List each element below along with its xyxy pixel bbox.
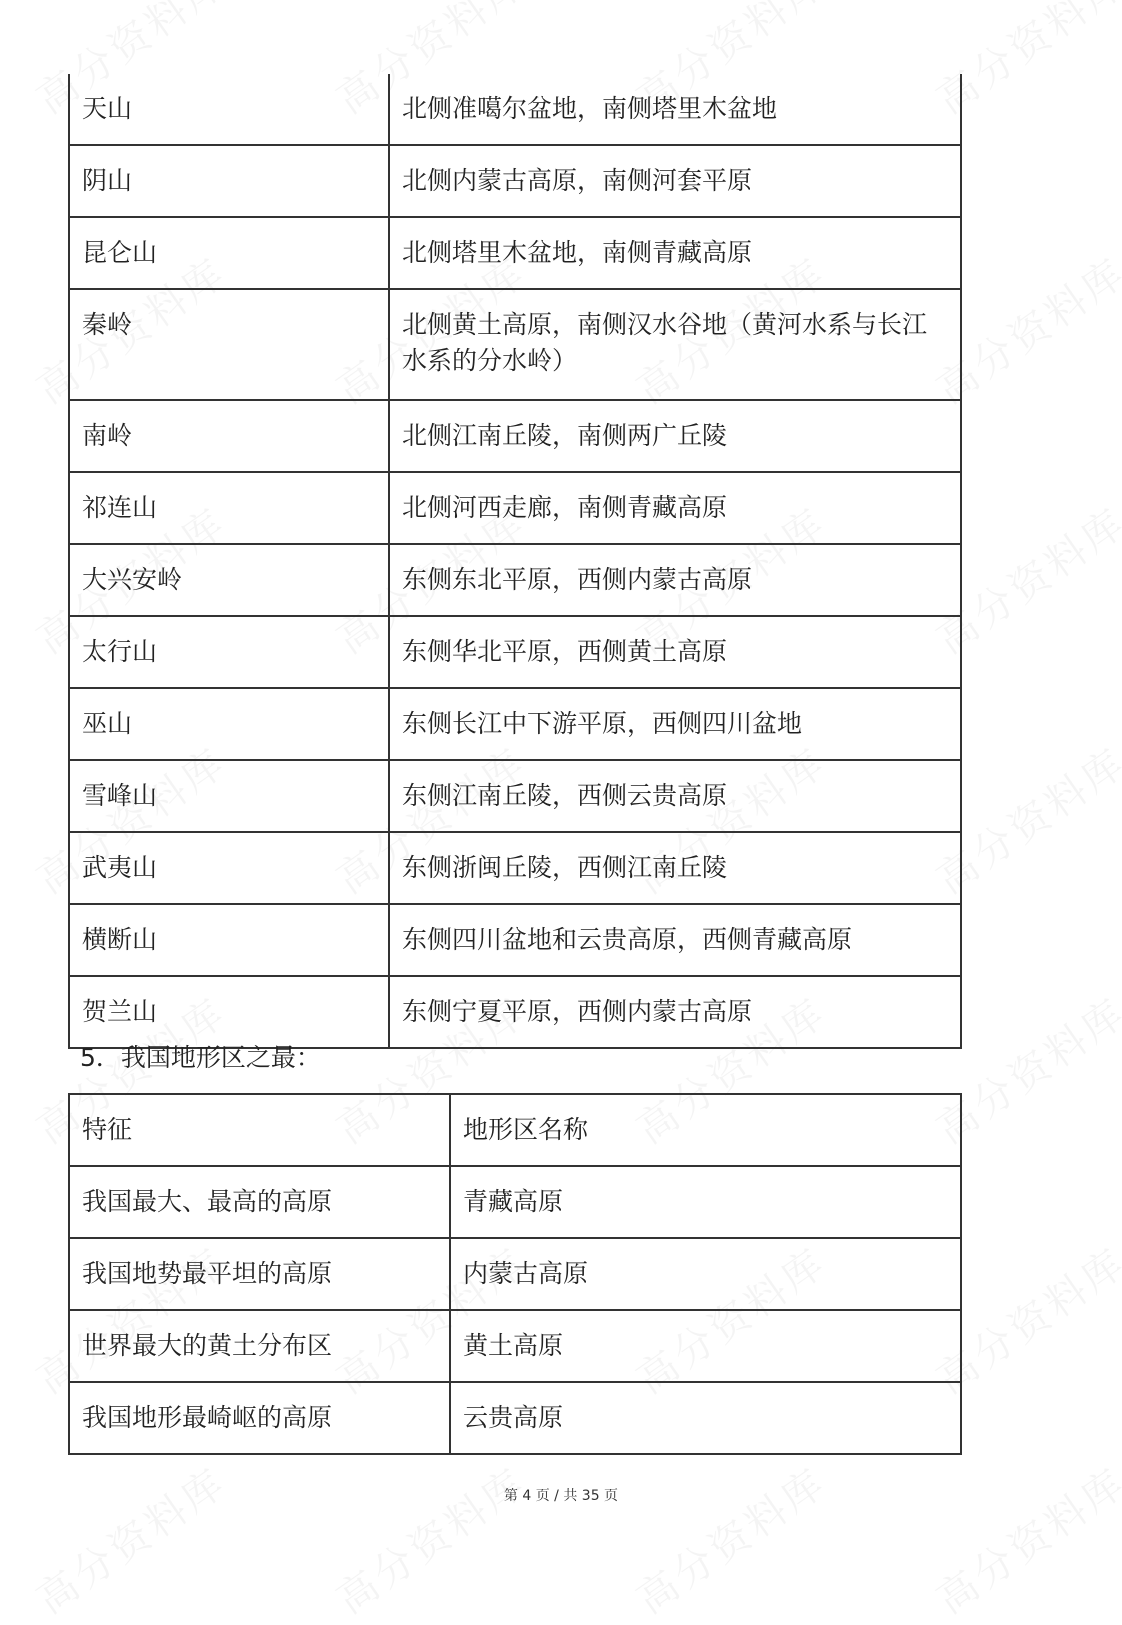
mountain-desc-cell: 东侧四川盆地和云贵高原，西侧青藏高原 <box>389 904 961 976</box>
region-name-cell: 黄土高原 <box>450 1310 961 1382</box>
column-header-name: 地形区名称 <box>450 1094 961 1166</box>
table-row <box>69 1166 961 1238</box>
mountain-desc-cell: 北侧塔里木盆地，南侧青藏高原 <box>389 217 961 289</box>
watermark <box>24 1452 237 1625</box>
table-row <box>69 145 961 217</box>
feature-cell: 我国最大、最高的高原 <box>69 1166 450 1238</box>
watermark <box>324 1452 537 1625</box>
mountain-name-cell: 阴山 <box>69 145 389 217</box>
region-name-cell: 云贵高原 <box>450 1382 961 1454</box>
table-row <box>69 904 961 976</box>
table-row <box>69 217 961 289</box>
table-row <box>69 74 961 145</box>
feature-cell: 我国地势最平坦的高原 <box>69 1238 450 1310</box>
mountain-name-cell: 南岭 <box>69 400 389 472</box>
table-row <box>69 832 961 904</box>
region-name-cell: 内蒙古高原 <box>450 1238 961 1310</box>
table-row <box>69 1310 961 1382</box>
mountains-table <box>68 74 962 1049</box>
table-row <box>69 616 961 688</box>
table-row <box>69 1238 961 1310</box>
watermark <box>624 1452 837 1625</box>
page-number: 第 4 页 / 共 35 页 <box>503 1488 619 1504</box>
feature-cell: 世界最大的黄土分布区 <box>69 1310 450 1382</box>
mountain-name-cell: 贺兰山 <box>69 976 389 1048</box>
mountain-name-cell: 大兴安岭 <box>69 544 389 616</box>
watermark <box>924 1452 1122 1625</box>
mountain-desc-cell: 东侧宁夏平原，西侧内蒙古高原 <box>389 976 961 1048</box>
table-row <box>69 976 961 1048</box>
table-row <box>69 544 961 616</box>
mountain-desc-cell: 北侧黄土高原，南侧汉水谷地（黄河水系与长江水系的分水岭） <box>389 289 961 400</box>
feature-cell: 我国地形最崎岖的高原 <box>69 1382 450 1454</box>
terrain-records-table <box>68 1093 962 1455</box>
mountain-desc-cell: 东侧浙闽丘陵，西侧江南丘陵 <box>389 832 961 904</box>
mountain-desc-cell: 北侧河西走廊，南侧青藏高原 <box>389 472 961 544</box>
table-row <box>69 760 961 832</box>
mountain-desc-cell: 北侧内蒙古高原，南侧河套平原 <box>389 145 961 217</box>
mountain-desc-cell: 北侧准噶尔盆地，南侧塔里木盆地 <box>389 74 961 145</box>
table-row <box>69 688 961 760</box>
mountain-name-cell: 祁连山 <box>69 472 389 544</box>
mountain-name-cell: 巫山 <box>69 688 389 760</box>
mountain-name-cell: 天山 <box>69 74 389 145</box>
mountain-desc-cell: 东侧江南丘陵，西侧云贵高原 <box>389 760 961 832</box>
mountain-name-cell: 雪峰山 <box>69 760 389 832</box>
section-heading: 5．我国地形区之最： <box>80 1043 321 1072</box>
mountain-desc-cell: 北侧江南丘陵，南侧两广丘陵 <box>389 400 961 472</box>
mountain-name-cell: 太行山 <box>69 616 389 688</box>
table-header-row <box>69 1094 961 1166</box>
table-row <box>69 289 961 400</box>
mountain-name-cell: 昆仑山 <box>69 217 389 289</box>
mountain-desc-cell: 东侧华北平原，西侧黄土高原 <box>389 616 961 688</box>
mountain-name-cell: 横断山 <box>69 904 389 976</box>
column-header-feature: 特征 <box>69 1094 450 1166</box>
table-row <box>69 1382 961 1454</box>
mountain-name-cell: 秦岭 <box>69 289 389 400</box>
mountain-name-cell: 武夷山 <box>69 832 389 904</box>
table-row <box>69 472 961 544</box>
mountain-desc-cell: 东侧东北平原，西侧内蒙古高原 <box>389 544 961 616</box>
region-name-cell: 青藏高原 <box>450 1166 961 1238</box>
table-row <box>69 400 961 472</box>
mountain-desc-cell: 东侧长江中下游平原，西侧四川盆地 <box>389 688 961 760</box>
